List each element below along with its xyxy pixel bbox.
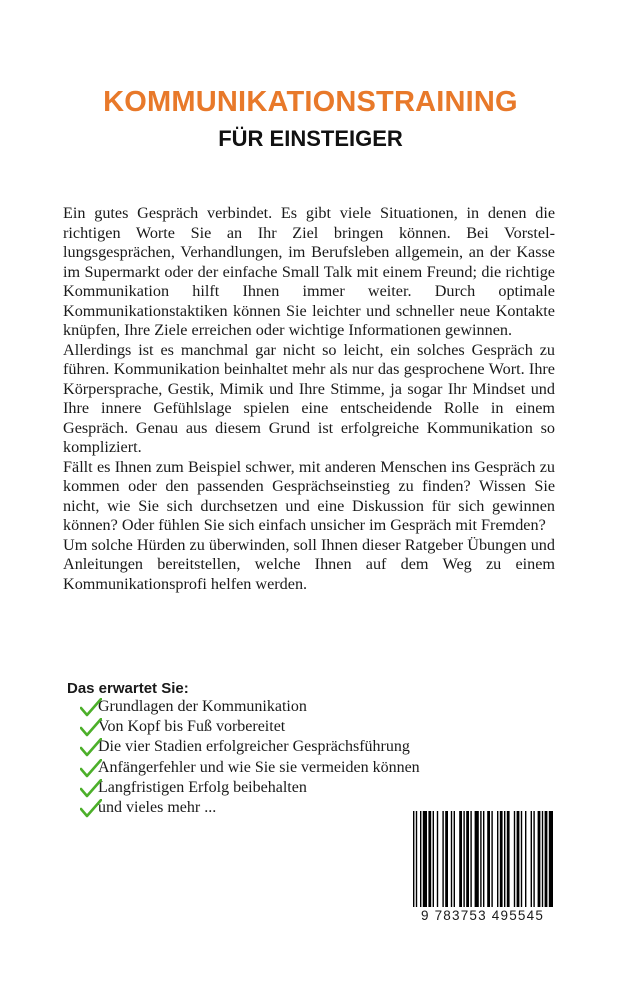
checkmark-icon <box>80 799 102 819</box>
barcode-bar <box>545 811 548 907</box>
barcode-bar <box>538 811 541 907</box>
barcode-bar <box>480 811 481 907</box>
barcode-bar <box>531 811 532 907</box>
barcode-bars <box>407 811 558 907</box>
list-item <box>80 717 420 737</box>
list-item <box>80 758 420 778</box>
isbn-number: 9 783753 495545 <box>407 907 558 925</box>
barcode-bar <box>413 811 414 907</box>
list-item-label: Langfristigen Erfolg beibehalten <box>98 778 307 796</box>
barcode-bar <box>487 811 490 907</box>
blurb-paragraph-2: Allerdings ist es manchmal gar nicht so leicht, ein solches Gespräch zu führen. Kommunikation beinhaltet mehr als nur das gesprochene Wort. Ihre Körpersprache, Gestik, Mimik und Ihre Stimme, ja sogar Ihr Mindset und Ihre innere Gefühlslage spielen eine entscheidende Rolle in einem Gespräch. Genau aus diesem Grund ist erfolgreiche Kommunikation so kompliziert. <box>63 340 555 456</box>
barcode-bar <box>445 811 448 907</box>
barcode-bar <box>428 811 431 907</box>
list-item <box>80 697 420 717</box>
blurb-paragraph-3: Fällt es Ihnen zum Beispiel schwer, mit anderen Menschen ins Gespräch zu kommen oder den passenden Gesprächseinstieg zu finden? Wissen Sie nicht, wie Sie sich durchsetzen und eine Diskussion für sich gewinnen können? Oder fühlen Sie sich einfach unsicher im Gespräch mit Fremden? <box>63 457 555 534</box>
checkmark-icon <box>80 779 102 799</box>
list-item <box>80 737 420 757</box>
barcode-bar <box>416 811 417 907</box>
list-item-label: Von Kopf bis Fuß vorbereitet <box>98 718 286 736</box>
barcode-bar <box>500 811 503 907</box>
barcode-bar <box>504 811 505 907</box>
barcode-bar <box>463 811 464 907</box>
list-item-label: Anfängerfehler und wie Sie sie vermeiden können <box>98 758 420 776</box>
barcode-bar <box>433 811 434 907</box>
barcode-bar <box>521 811 522 907</box>
expect-list <box>80 697 420 818</box>
list-item-label: Grundlagen der Kommunikation <box>98 698 307 715</box>
barcode-bar <box>423 811 427 907</box>
checkmark-icon <box>80 759 102 779</box>
barcode-bar <box>437 811 438 907</box>
list-item <box>80 778 420 798</box>
barcode-bar <box>525 811 526 907</box>
barcode-bar <box>475 811 479 907</box>
barcode-bar <box>483 811 484 907</box>
blurb-text <box>63 204 555 594</box>
barcode-bar <box>466 811 469 907</box>
expect-heading: Das erwartet Sie: <box>67 680 189 697</box>
list-item <box>80 798 420 818</box>
blurb-paragraph-1: Ein gutes Gespräch verbindet. Es gibt viele Situationen, in denen die richtigen Worte Sie an Ihr Ziel bringen können. Bei Vorstellungsgesprächen, Verhandlungen, im Berufsleben allgemein, an der Kasse im Supermarkt oder der einfache Small Talk mit einem Freund; die richtige Kommunikation hilft Ihnen immer weiter. Durch optimale Kommunikationstaktiken können Sie leichter und schneller neue Kontakte knüpfen, Ihre Ziele erreichen oder wichtige Informationen gewinnen. <box>63 204 555 339</box>
barcode-bar <box>507 811 510 907</box>
barcode-bar <box>549 811 553 907</box>
checkmark-icon <box>80 738 102 758</box>
barcode-bar <box>514 811 515 907</box>
checkmark-icon <box>80 718 102 738</box>
barcode-bar <box>420 811 421 907</box>
book-title: KOMMUNIKATIONSTRAINING <box>103 86 518 118</box>
barcode-bar <box>451 811 452 907</box>
barcode-bar <box>491 811 492 907</box>
blurb-paragraph-4: Um solche Hürden zu überwinden, soll Ihnen dieser Ratgeber Übungen und Anleitungen bereitstellen, welche Ihnen auf dem Weg zu einem Kommunikationsprofi helfen werden. <box>63 535 555 593</box>
barcode-bar <box>542 811 543 907</box>
list-item-label: und vieles mehr ... <box>98 798 217 816</box>
barcode-bar <box>454 811 455 907</box>
list-item-label: Die vier Stadien erfolgreicher Gesprächsführung <box>98 738 410 756</box>
barcode-bar <box>533 811 534 907</box>
barcode-bar <box>459 811 462 907</box>
barcode-bar <box>517 811 520 907</box>
book-subtitle: FÜR EINSTEIGER <box>218 126 403 151</box>
barcode-bar <box>442 811 443 907</box>
barcode-bar <box>470 811 471 907</box>
checkmark-icon <box>80 698 102 718</box>
barcode-bar <box>497 811 498 907</box>
